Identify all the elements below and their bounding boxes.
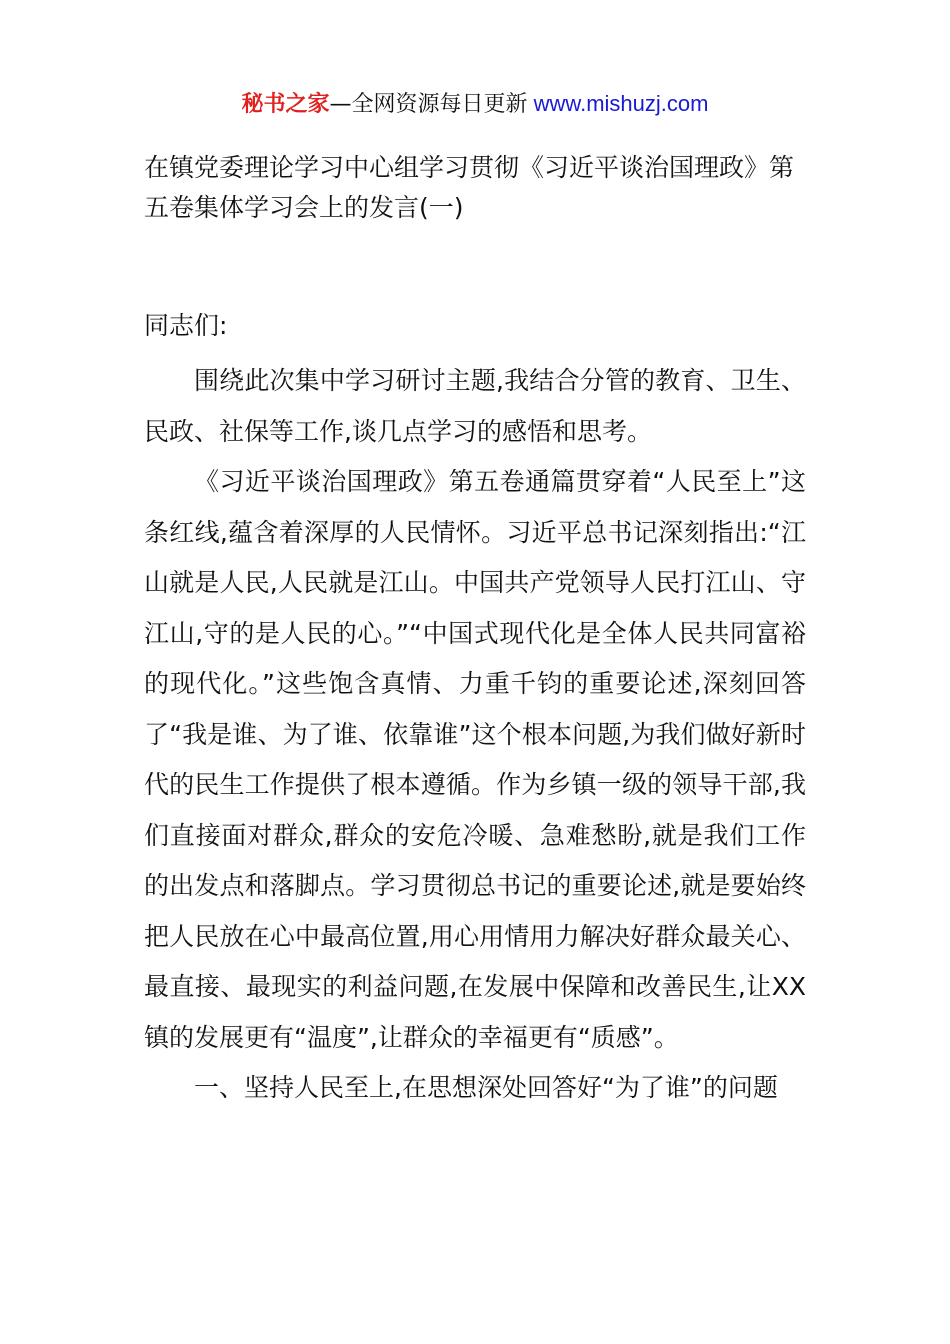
document-body [144,148,806,1114]
document-title: 在镇党委理论学习中心组学习贯彻《习近平谈治国理政》第五卷集体学习会上的发言(一) [144,153,795,222]
header-brand: 秘书之家 [241,92,330,117]
section-heading-1: 一、坚持人民至上,在思想深处回答好“为了谁”的问题 [194,1073,778,1102]
header-url-link[interactable]: www.mishuzj.com [527,91,709,116]
paragraph-intro: 围绕此次集中学习研讨主题,我结合分管的教育、卫生、民政、社保等工作,谈几点学习的感悟和思考。 [144,366,806,446]
page-header [0,88,950,121]
header-tagline: —全网资源每日更新 [329,92,528,117]
salutation: 同志们: [144,311,228,340]
paragraph-main: 《习近平谈治国理政》第五卷通篇贯穿着“人民至上”这条红线,蕴含着深厚的人民情怀。习近平总书记深刻指出:“江山就是人民,人民就是江山。中国共产党领导人民打江山、守江山,守的是人民的心。”“中国式现代化是全体人民共同富裕的现代化。”这些饱含真情、力重千钧的重要论述,深刻回答了“我是谁、为了谁、依靠谁”这个根本问题,为我们做好新时代的民生工作提供了根本遵循。作为乡镇一级的领导干部,我们直接面对群众,群众的安危冷暖、急难愁盼,就是我们工作的出发点和落脚点。学习贯彻总书记的重要论述,就是要始终把人民放在心中最高位置,用心用情用力解决好群众最关心、最直接、最现实的利益问题,在发展中保障和改善民生,让XX镇的发展更有“温度”,让群众的幸福更有“质感”。 [144,467,806,1052]
